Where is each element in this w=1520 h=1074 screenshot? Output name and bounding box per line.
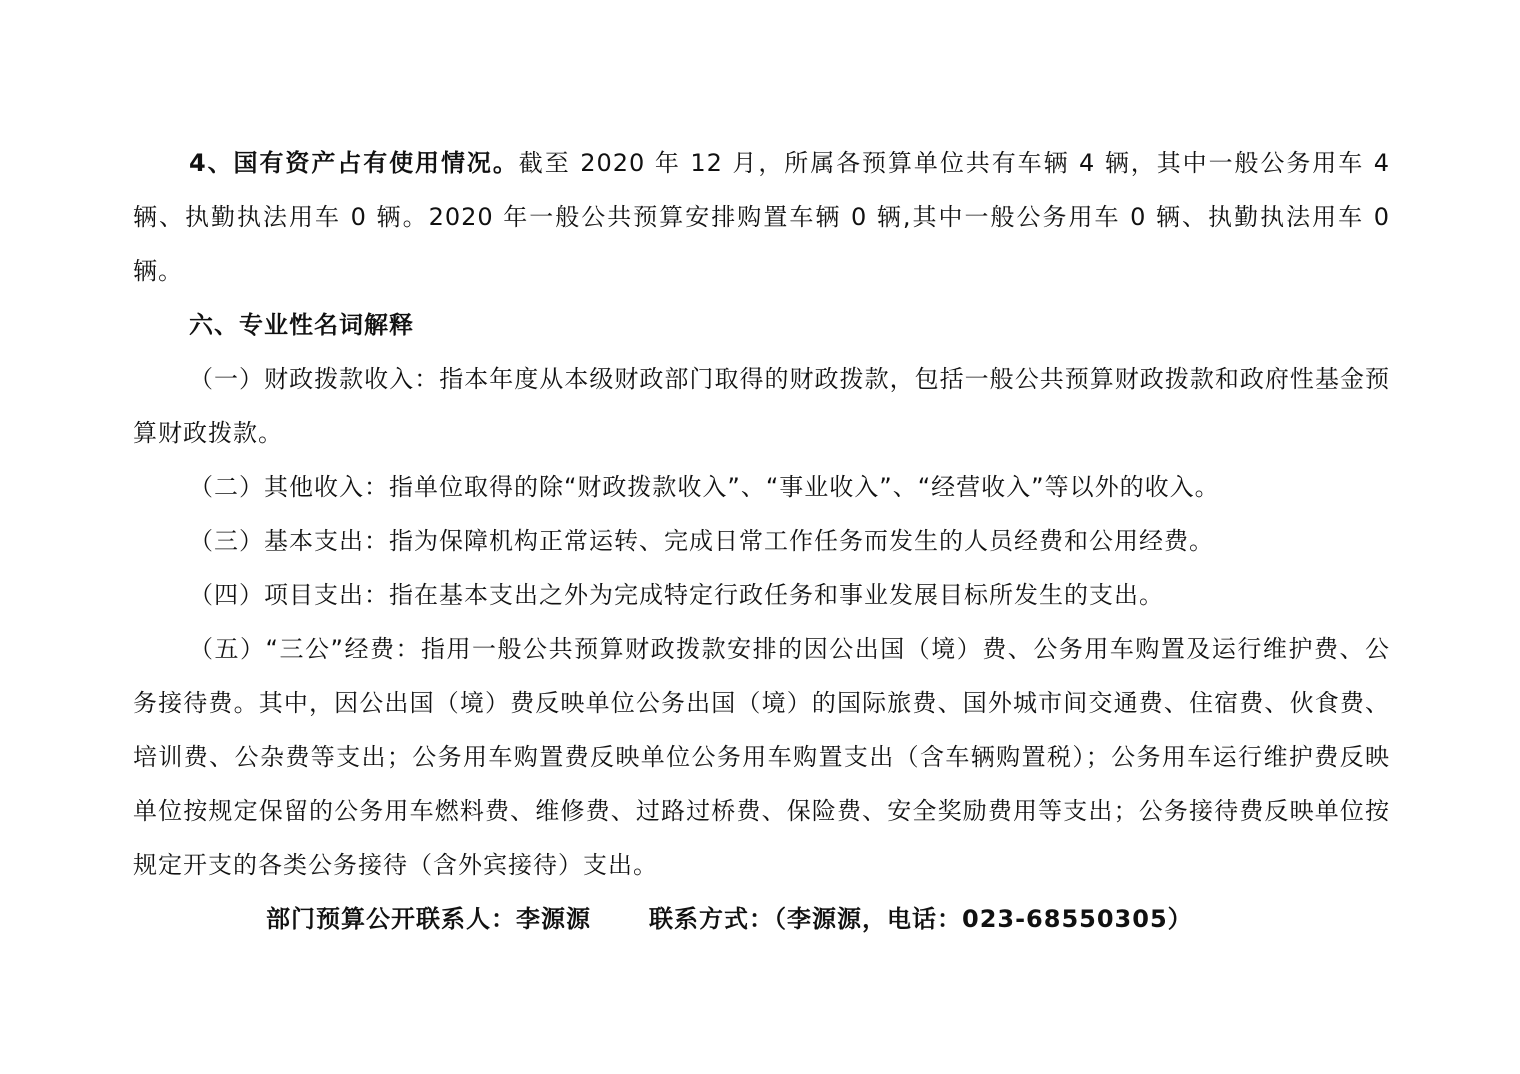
contact-method: 联系方式：（李源源，电话：023-68550305） (649, 905, 1193, 933)
document-page (133, 136, 1390, 946)
assets-paragraph (133, 136, 1390, 298)
section-heading: 六、专业性名词解释 (189, 311, 414, 339)
term-paragraph-5: （五）“三公”经费：指用一般公共预算财政拨款安排的因公出国（境）费、公务用车购置及运行维护费、公务接待费。其中，因公出国（境）费反映单位公务出国（境）的国际旅费、国外城市间交通费、住宿费、伙食费、培训费、公杂费等支出；公务用车购置费反映单位公务用车购置支出（含车辆购置税）；公务用车运行维护费反映单位按规定保留的公务用车燃料费、维修费、过路过桥费、保险费、安全奖励费用等支出；公务接待费反映单位按规定开支的各类公务接待（含外宾接待）支出。 (133, 635, 1390, 879)
contact-line (133, 892, 1390, 946)
term-paragraph-2: （二）其他收入：指单位取得的除“财政拨款收入”、“事业收入”、“经营收入”等以外的收入。 (189, 473, 1220, 501)
term-paragraph-4: （四）项目支出：指在基本支出之外为完成特定行政任务和事业发展目标所发生的支出。 (189, 581, 1164, 609)
term-paragraph-3: （三）基本支出：指为保障机构正常运转、完成日常工作任务而发生的人员经费和公用经费。 (189, 527, 1214, 555)
assets-body: 截至 2020 年 12 月，所属各预算单位共有车辆 4 辆，其中一般公务用车 4 辆、执勤执法用车 0 辆。2020 年一般公共预算安排购置车辆 0 辆,其中一般公务用车 0 辆、执勤执法用车 0 辆。 (133, 149, 1390, 285)
assets-lead: 4、国有资产占有使用情况。 (189, 149, 519, 177)
term-paragraph-1: （一）财政拨款收入：指本年度从本级财政部门取得的财政拨款，包括一般公共预算财政拨款和政府性基金预算财政拨款。 (133, 365, 1390, 447)
contact-person: 部门预算公开联系人：李源源 (266, 905, 591, 933)
